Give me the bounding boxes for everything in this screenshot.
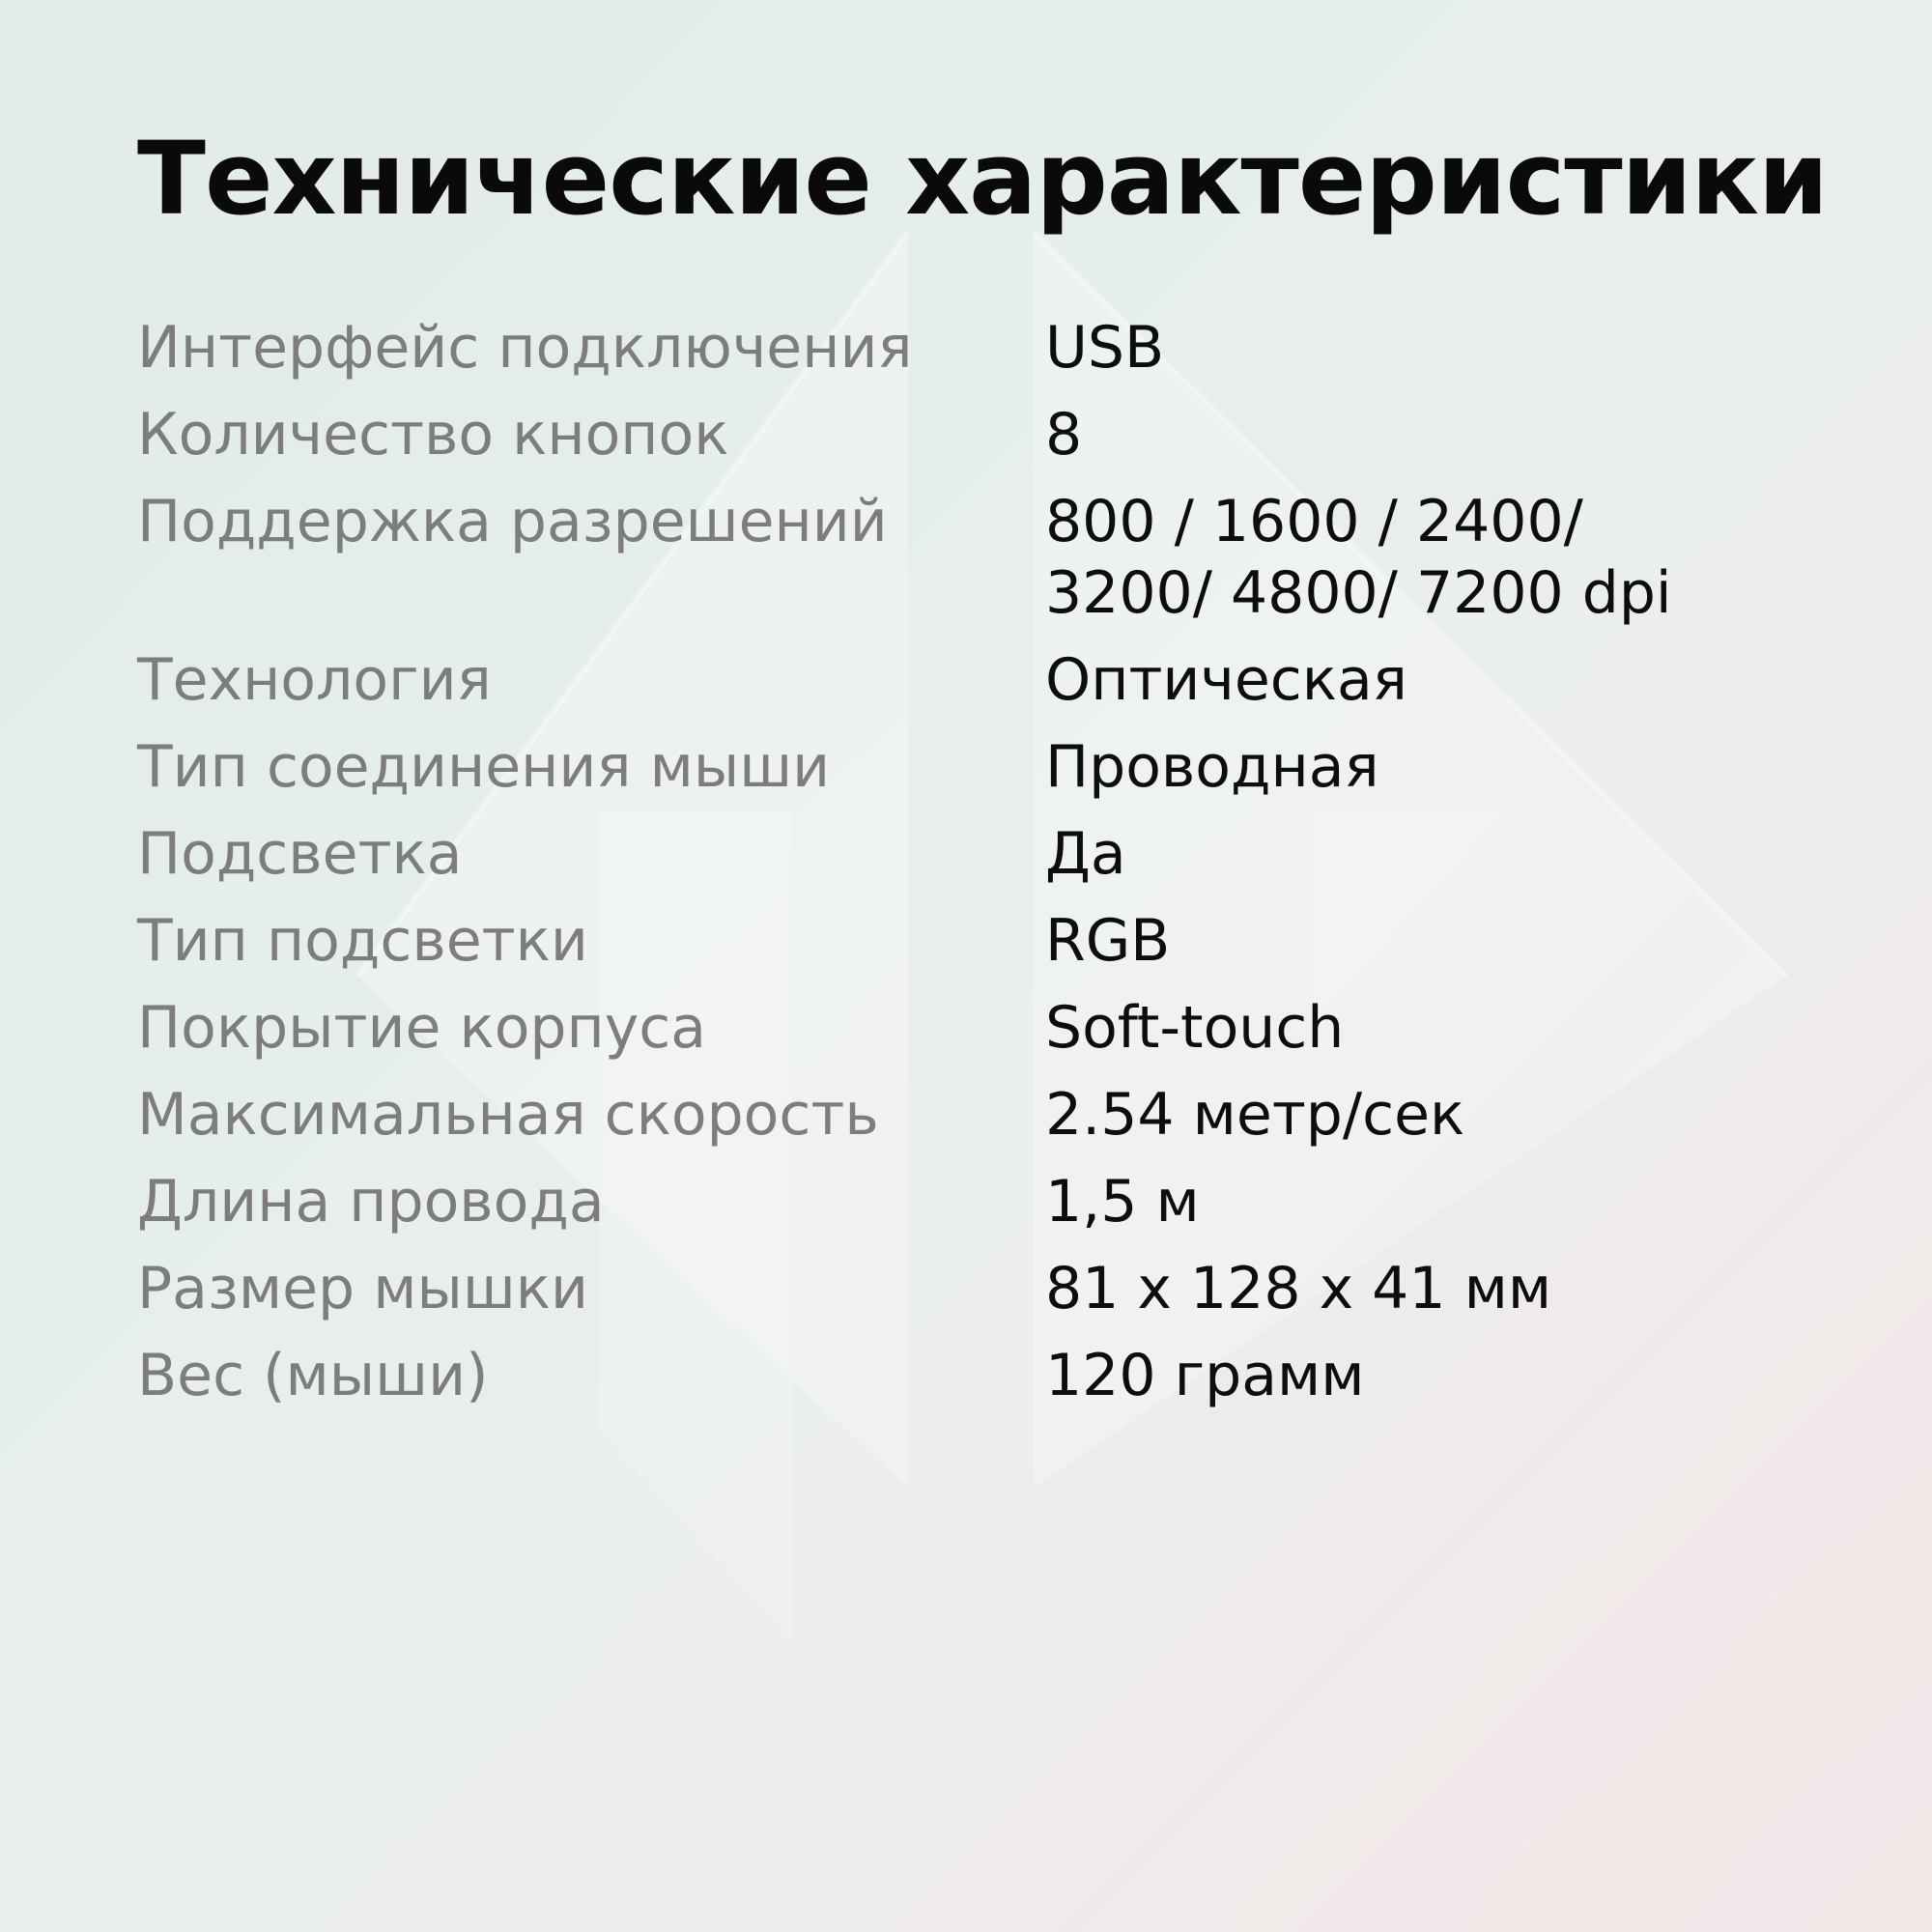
spec-label: Интерфейс подключения [137,314,913,382]
spec-value: RGB [1045,907,1171,975]
specs-table [137,304,1876,1419]
spec-label: Технология [137,646,492,714]
spec-label: Тип соединения мыши [137,733,831,801]
spec-label: Вес (мыши) [137,1342,489,1409]
spec-row [137,724,1876,810]
spec-row [137,391,1876,478]
spec-row [137,1332,1876,1419]
spec-row [137,810,1876,897]
spec-value: 120 грамм [1045,1342,1365,1409]
page-title: Технические характеристики [137,120,1828,238]
spec-value: USB [1045,314,1165,382]
spec-row [137,984,1876,1071]
spec-value: Оптическая [1045,646,1407,714]
spec-value: 81 х 128 х 41 мм [1045,1255,1552,1322]
spec-value: 2.54 метр/сек [1045,1081,1465,1149]
spec-label: Поддержка разрешений [137,488,888,555]
spec-label: Подсветка [137,820,463,888]
spec-value: Soft-touch [1045,994,1345,1062]
spec-row [137,1158,1876,1245]
spec-value: 1,5 м [1045,1168,1200,1236]
spec-row [137,637,1876,724]
spec-value: Да [1045,820,1126,888]
spec-label: Длина провода [137,1168,605,1236]
spec-row [137,897,1876,984]
spec-value: Проводная [1045,733,1379,801]
spec-row [137,478,1876,637]
spec-row [137,1245,1876,1332]
spec-value: 800 / 1600 / 2400/ 3200/ 4800/ 7200 dpi [1045,488,1672,627]
spec-label: Количество кнопок [137,401,729,469]
spec-label: Тип подсветки [137,907,588,975]
spec-row [137,304,1876,391]
spec-label: Покрытие корпуса [137,994,706,1062]
spec-label: Размер мышки [137,1255,588,1322]
spec-row [137,1071,1876,1158]
spec-label: Максимальная скорость [137,1081,879,1149]
spec-value: 8 [1045,401,1083,469]
